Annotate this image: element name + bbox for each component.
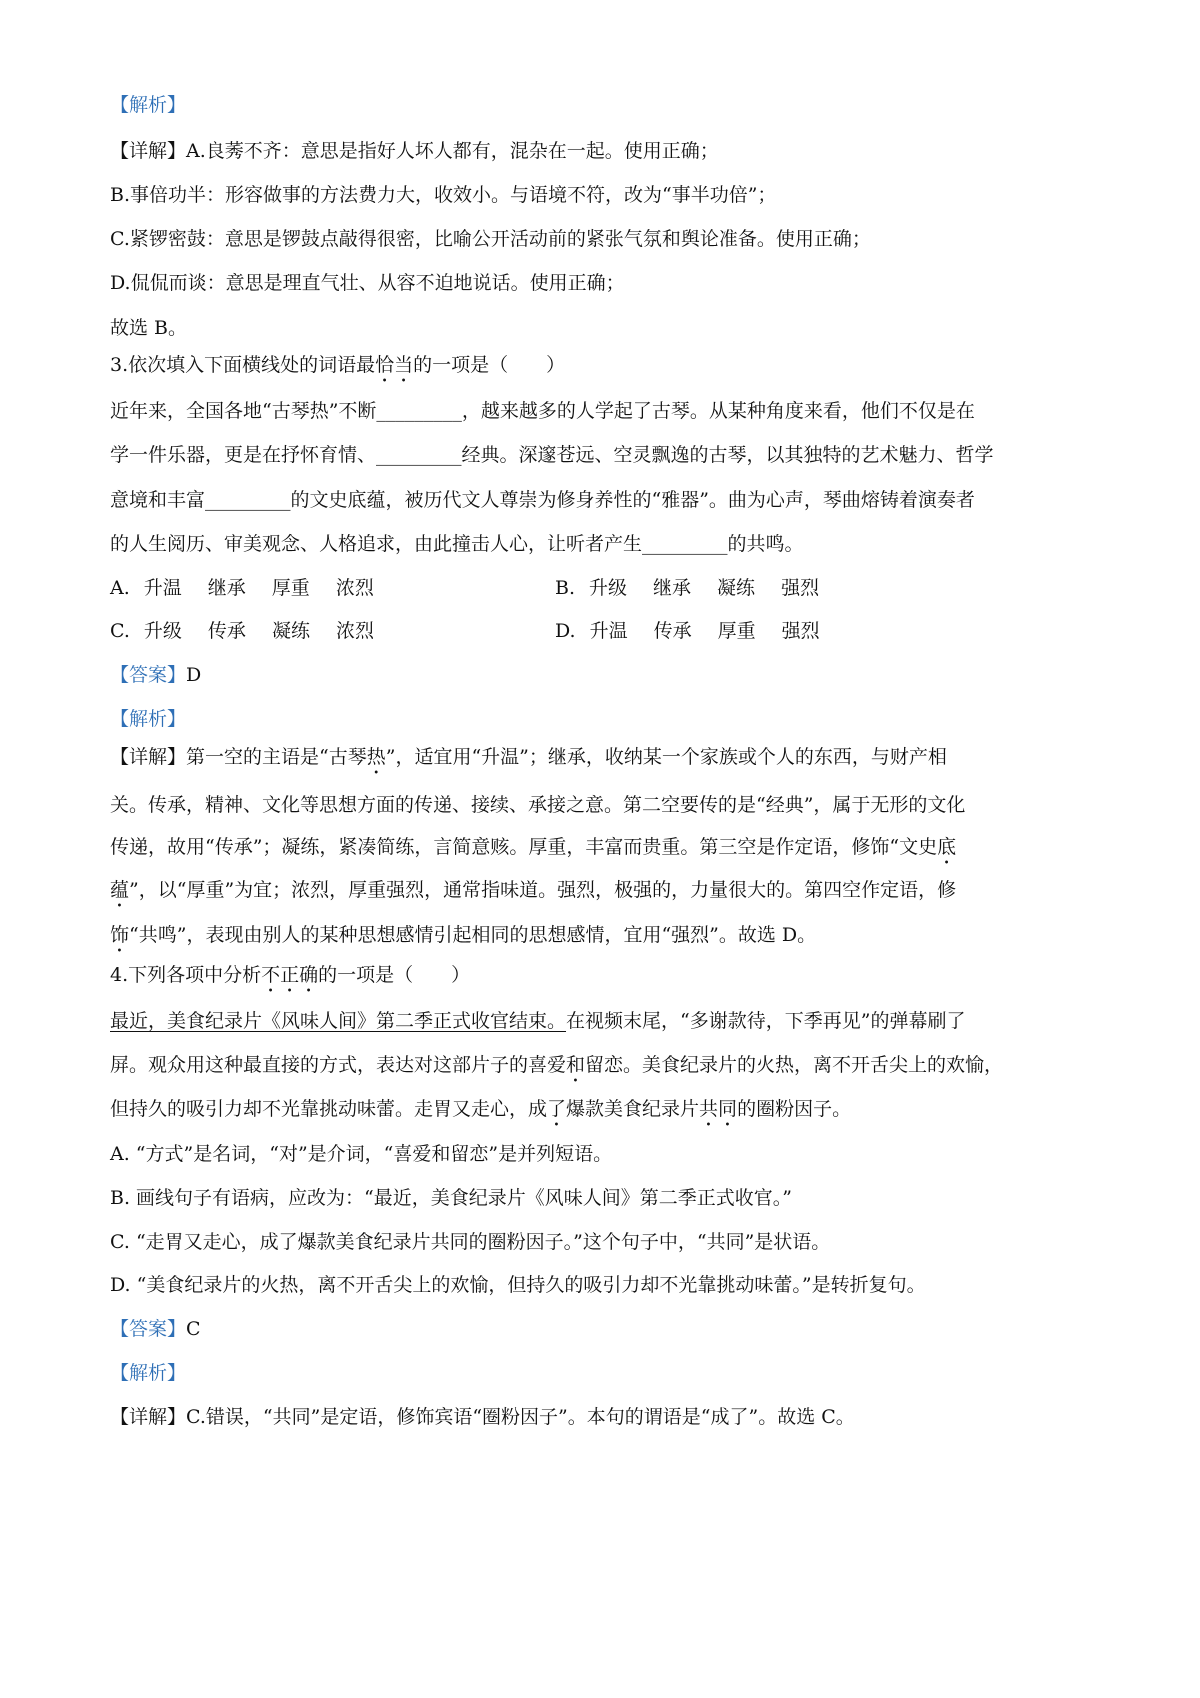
passage-line: 但持久的吸引力却不光靠挑动味蕾。走胃又走心，成了爆款美食纪录片共同的圈粉因子。 — [110, 1098, 852, 1120]
detail-text: A.良莠不齐：意思是指好人坏人都有，混杂在一起。使用正确； — [186, 140, 719, 162]
detail-line: C.紧锣密鼓：意思是锣鼓点敲得很密，比喻公开活动前的紧张气氛和舆论准备。使用正确； — [110, 228, 871, 250]
option-d: D. 升温 传承 厚重 强烈 — [555, 620, 820, 642]
option-a: A. 升温 继承 厚重 浓烈 — [110, 577, 374, 599]
detail-line: 【详解】第一空的主语是“古琴热”，适宜用“升温”；继承，收纳某一个家族或个人的东西，与财产相 — [110, 746, 947, 768]
question-3-stem: 3.依次填入下面横线处的词语最恰当的一项是（ ） — [110, 354, 566, 376]
emphasis-text: 恰当 — [375, 354, 414, 376]
answer-line — [110, 662, 1108, 688]
detail-line: 传递，故用“传承”；凝练，紧凑简练，言简意赅。厚重，丰富而贵重。第三空是作定语，修饰“文史底 — [110, 836, 957, 858]
answer-label: 【答案】 — [110, 1318, 187, 1340]
analysis-label: 【解析】 — [110, 708, 187, 730]
detail-line: D.侃侃而谈：意思是理直气壮、从容不迫地说话。使用正确； — [110, 272, 625, 294]
detail-line: 关。传承，精神、文化等思想方面的传递、接续、承接之意。第二空要传的是“经典”，属于无形的文化 — [110, 794, 966, 816]
question-4-stem: 4.下列各项中分析不正确的一项是（ ） — [110, 964, 471, 986]
option-b: B. 画线句子有语病，应改为：“最近，美食纪录片《风味人间》第二季正式收官。” — [110, 1187, 792, 1209]
analysis-label: 【解析】 — [110, 1362, 187, 1384]
detail-label: 【详解】 — [110, 1406, 187, 1428]
passage-line: 意境和丰富_________的文史底蕴，被历代文人尊崇为修身养性的“雅器”。曲为心声，琴曲熔铸着演奏者 — [110, 489, 975, 511]
answer-value: C — [186, 1318, 201, 1340]
underlined-sentence: 最近，美食纪录片《风味人间》第二季正式收官结束。 — [110, 1010, 567, 1032]
passage-line: 学一件乐器，更是在抒怀育情、_________经典。深邃苍远、空灵飘逸的古琴，以其独特的艺术魅力、哲学 — [110, 444, 994, 466]
option-c: C. “走胃又走心，成了爆款美食纪录片共同的圈粉因子。”这个句子中，“共同”是状语。 — [110, 1231, 831, 1253]
option-b: B. 升级 继承 凝练 强烈 — [555, 577, 820, 599]
detail-line: 【详解】C.错误，“共同”是定语，修饰宾语“圈粉因子”。本句的谓语是“成了”。故选 C。 — [110, 1406, 855, 1428]
option-c: C. 升级 传承 凝练 浓烈 — [110, 620, 374, 642]
analysis-label: 【解析】 — [110, 94, 187, 116]
detail-line: 饰“共鸣”，表现由别人的某种思想感情引起相同的思想感情，宜用“强烈”。故选 D。 — [110, 924, 817, 946]
detail-line: B.事倍功半：形容做事的方法费力大，收效小。与语境不符，改为“事半功倍”； — [110, 184, 777, 206]
passage-line: 最近，美食纪录片《风味人间》第二季正式收官结束。在视频末尾，“多谢款待，下季再见”的弹幕刷了 — [110, 1010, 966, 1032]
option-a: A. “方式”是名词，“对”是介词，“喜爱和留恋”是并列短语。 — [110, 1143, 613, 1165]
conclusion-line: 故选 B。 — [110, 317, 188, 339]
passage-line: 的人生阅历、审美观念、人格追求，由此撞击人心，让听者产生_________的共鸣。 — [110, 533, 804, 555]
detail-label: 【详解】 — [110, 746, 187, 768]
detail-line: 蕴”，以“厚重”为宜；浓烈，厚重强烈，通常指味道。强烈，极强的，力量很大的。第四空作定语，修 — [110, 879, 957, 901]
answer-label: 【答案】 — [110, 664, 187, 686]
answer-line — [110, 1316, 1108, 1342]
option-d: D. “美食纪录片的火热，离不开舌尖上的欢愉，但持久的吸引力却不光靠挑动味蕾。”是转折复句。 — [110, 1274, 926, 1296]
passage-line: 近年来，全国各地“古琴热”不断_________，越来越多的人学起了古琴。从某种角度来看，他们不仅是在 — [110, 400, 975, 422]
answer-value: D — [186, 664, 202, 686]
detail-label: 【详解】 — [110, 140, 187, 162]
detail-line — [110, 138, 1108, 164]
passage-line: 屏。观众用这种最直接的方式，表达对这部片子的喜爱和留恋。美食纪录片的火热，离不开舌尖上的欢愉， — [110, 1054, 1004, 1076]
emphasis-text: 不正确 — [261, 964, 319, 986]
